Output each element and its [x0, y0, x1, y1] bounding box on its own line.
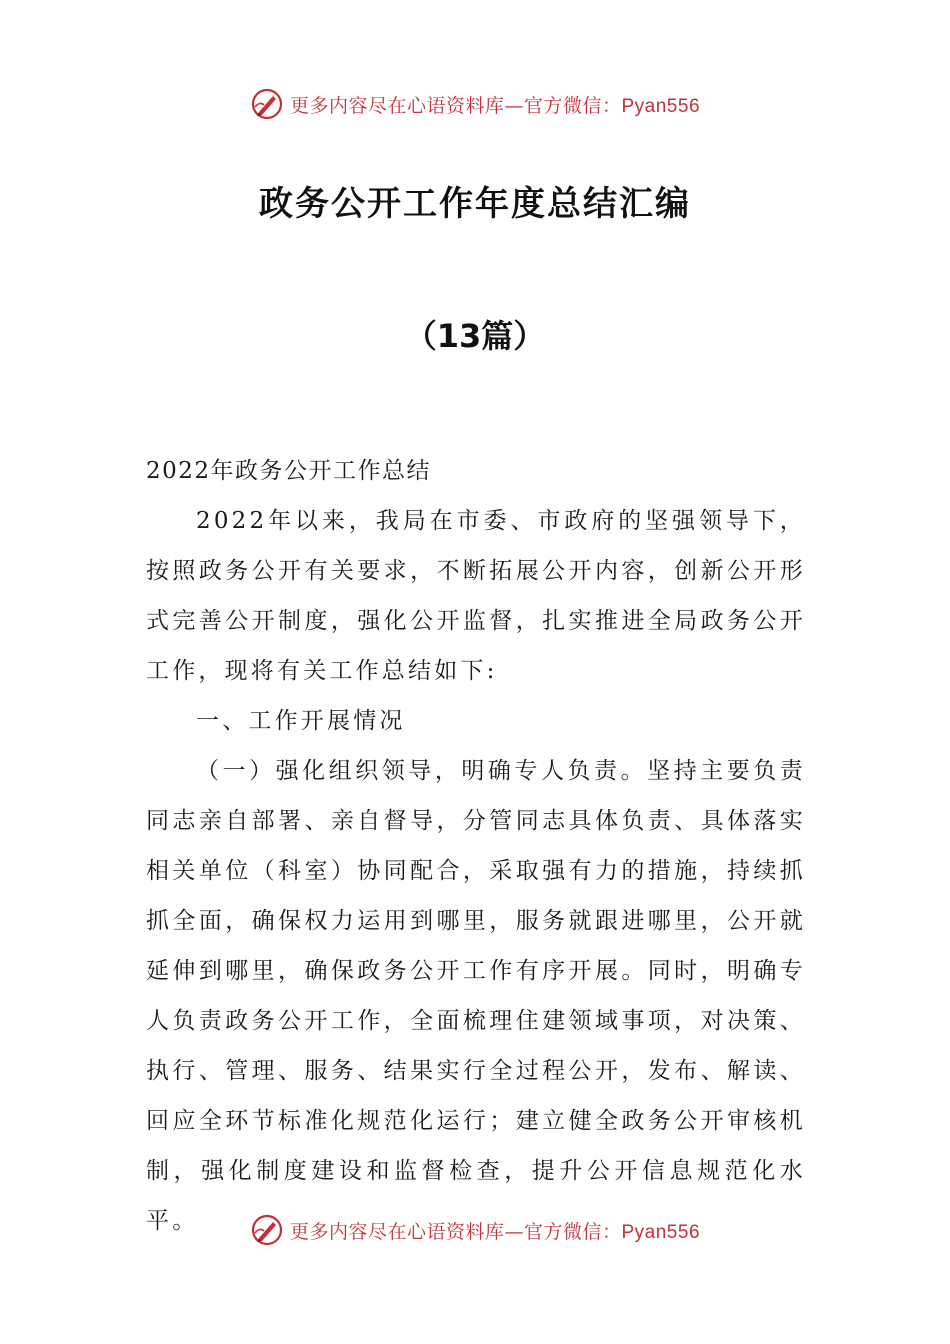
wechat-id: Pyan556 [621, 1221, 701, 1243]
document-title: 政务公开工作年度总结汇编 [259, 184, 691, 224]
banner-promo-text: 更多内容尽在心语资料库—官方微信： [289, 1220, 622, 1243]
pen-logo-icon [250, 87, 284, 121]
banner-text [290, 91, 700, 118]
paragraph-section-1: （一）强化组织领导，明确专人负责。坚持主要负责同志亲自部署、亲自督导，分管同志具体负责、具体落实相关单位（科室）协同配合，采取强有力的措施，持续抓抓全面，确保权力运用到哪里，服务就跟进哪里，公开就延伸到哪里，确保政务公开工作有序开展。同时，明确专人负责政务公开工作，全面梳理住建领域事项，对决策、执行、管理、服务、结果实行全过程公开，发布、解读、回应全环节标准化规范化运行；建立健全政务公开审核机制，强化制度建设和监督检查，提升公开信息规范化水平。 [146, 758, 806, 1234]
wechat-id: Pyan556 [621, 95, 701, 117]
banner-text [290, 1217, 700, 1244]
paragraph-intro: 2022年以来，我局在市委、市政府的坚强领导下，按照政务公开有关要求，不断拓展公开内容，创新公开形式完善公开制度，强化公开监督，扎实推进全局政务公开工作，现将有关工作总结如下: [146, 508, 806, 684]
document-subtitle: （13篇） [404, 317, 546, 355]
document-body [146, 446, 806, 1246]
footer-banner [0, 1210, 950, 1250]
article-heading: 2022年政务公开工作总结 [146, 458, 432, 484]
pen-logo-icon [250, 1213, 284, 1247]
header-banner [0, 84, 950, 124]
section-heading: 一、工作开展情况 [196, 708, 406, 734]
banner-promo-text: 更多内容尽在心语资料库—官方微信： [289, 94, 622, 117]
